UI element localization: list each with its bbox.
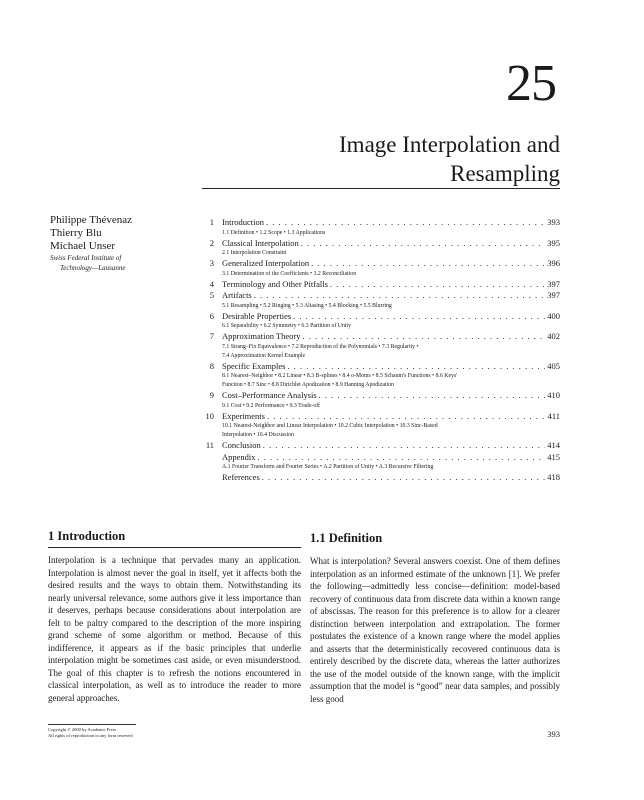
toc-subsections: 1.1 Definition • 1.2 Scope • 1.3 Applications — [222, 229, 326, 236]
toc-entry[interactable] — [202, 258, 560, 279]
chapter-title-line-2: Resampling — [450, 161, 560, 186]
toc-entry-number: 5 — [209, 290, 214, 300]
toc-subsections: Interpolation • 10.4 Discussion — [222, 432, 294, 438]
toc-leader-dots — [330, 279, 545, 291]
toc-entry-line — [222, 361, 560, 373]
toc-entry-line — [222, 390, 560, 402]
toc-leader-dots — [288, 361, 546, 373]
toc-entry-page: 410 — [547, 390, 560, 400]
toc-entry-page: 397 — [547, 278, 560, 289]
toc-entry-page: 400 — [547, 310, 560, 321]
toc-entry-page: 415 — [547, 451, 560, 462]
toc-entry-title: Desirable Properties — [222, 310, 292, 321]
toc-leader-dots — [319, 390, 546, 402]
toc-leader-dots — [258, 452, 546, 464]
toc-entry[interactable] — [202, 331, 560, 361]
toc-leader-dots — [302, 331, 545, 343]
toc-entry-title: Approximation Theory — [222, 331, 301, 341]
toc-entry-line — [222, 452, 560, 464]
title-rule — [202, 188, 560, 189]
subsection-heading: 1.1 Definition — [310, 531, 383, 545]
toc-entry-title: Conclusion — [222, 440, 261, 450]
toc-entry[interactable] — [202, 217, 560, 238]
toc-leader-dots — [266, 217, 545, 229]
toc-entry-title: Experiments — [222, 410, 265, 421]
toc-entry-number: 6 — [209, 310, 214, 321]
toc-subsections: 10.1 Nearest-Neighbor and Linear Interpolation • 10.2 Cubic Interpolation • 10.3 Sinc-Based — [222, 423, 438, 429]
toc-subsections: 8.1 Nearest–Neighbor • 8.2 Linear • 8.3 B-splines • 8.4 o-Moms • 8.5 Schaum's Functions • 8.6 Keys' — [222, 373, 458, 379]
toc-entry[interactable] — [202, 452, 560, 473]
author-name: Philippe Thévenaz — [50, 214, 132, 226]
author-affiliation: Technology—Lausanne — [60, 264, 126, 272]
toc-entry-title: Generalized Interpolation — [222, 258, 310, 268]
toc-subsections: 9.1 Cost • 9.2 Performance • 9.3 Trade-off — [222, 402, 320, 409]
copyright-notice — [48, 727, 133, 739]
toc-entry[interactable] — [202, 411, 560, 441]
toc-entry-line — [222, 217, 560, 229]
toc-subsections: 7.4 Approximation Kernel Example — [222, 352, 306, 359]
toc-entry-page: 397 — [547, 290, 560, 300]
section-definition — [310, 528, 560, 705]
section-heading: 1 Introduction — [48, 528, 301, 548]
subsection-body: What is interpolation? Several answers coexist. One of them defines interpolation as an informed estimate of the unknown [1]. We prefer the following—admittedly less concise—definition: model-based recovery of continuous data from discrete data within a known range of abscissas. The reason for this preference is to allow for a clearer distinction between interpolation and extrapolation. The former postulates the existence of a known range where the model applies and asserts that the deterministically recovered continuous data is entirely described by the discrete data, whereas the latter authorizes the use of the model outside of the known range, with the implicit assumption that the model is “good” near data samples, and possibly less good — [310, 556, 560, 704]
toc-subsections: A.1 Fourier Transform and Fourier Series • A.2 Partition of Unity • A.3 Recursive Filtering — [222, 464, 434, 470]
toc-entry-line — [222, 440, 560, 452]
toc-entry[interactable] — [202, 290, 560, 311]
toc-leader-dots — [267, 411, 546, 423]
toc-entry-title: Appendix — [222, 451, 256, 462]
author-name: Thierry Blu — [50, 227, 102, 239]
toc-entry-page: 396 — [547, 258, 560, 268]
toc-entry-title: Classical Interpolation — [222, 237, 299, 248]
toc-entry-line — [222, 279, 560, 291]
toc-leader-dots — [301, 238, 546, 250]
chapter-title — [200, 130, 560, 188]
toc-entry-title: Artifacts — [222, 290, 252, 300]
toc-entry[interactable] — [202, 361, 560, 391]
toc-entry-number: 9 — [209, 390, 214, 400]
toc-entry-line — [222, 238, 560, 250]
toc-entry[interactable] — [202, 390, 560, 411]
toc-entry[interactable] — [202, 311, 560, 332]
toc-entry-number: 1 — [209, 217, 214, 227]
toc-entry[interactable] — [202, 238, 560, 259]
toc-entry-line — [222, 411, 560, 423]
author-name: Michael Unser — [50, 240, 116, 252]
toc-entry-line — [222, 472, 560, 484]
toc-entry-page: 405 — [547, 360, 560, 371]
toc-entry-page: 414 — [547, 440, 560, 450]
toc-entry-number: 4 — [209, 278, 214, 289]
toc-leader-dots — [311, 258, 545, 270]
toc-entry-number: 11 — [205, 440, 214, 450]
page-number: 393 — [547, 729, 560, 739]
toc-entry[interactable] — [202, 472, 560, 484]
author-affiliation: Swiss Federal Institute of — [50, 254, 122, 262]
copyright-line: All rights of reproduction in any form reserved — [48, 733, 133, 738]
footer-rule — [48, 724, 136, 725]
toc-entry-page: 402 — [547, 331, 560, 341]
toc-leader-dots — [293, 311, 545, 323]
toc-leader-dots — [263, 440, 546, 452]
toc-entry-page: 418 — [547, 472, 560, 482]
copyright-line: Copyright © 2000 by Academic Press — [48, 727, 117, 732]
toc-entry-page: 393 — [547, 217, 560, 227]
toc-subsections: 6.1 Separability • 6.2 Symmetry • 6.3 Partition of Unity — [222, 323, 352, 329]
section-introduction — [48, 528, 301, 704]
author-block — [50, 214, 200, 273]
toc-subsections: 2.1 Interpolation Constraint — [222, 250, 287, 256]
toc-subsections: Function • 8.7 Sinc • 8.8 Dirichlet Apodization • 8.9 Hanning Apodization — [222, 382, 394, 388]
toc-subsections: 7.1 Strang–Fix Equivalence • 7.2 Reproduction of the Polynomials • 7.3 Regularity • — [222, 343, 419, 350]
toc-entry-line — [222, 311, 560, 323]
toc-entry-number: 7 — [209, 331, 214, 341]
chapter-number: 25 — [506, 55, 556, 112]
toc-entry[interactable] — [202, 440, 560, 452]
toc-entry-line — [222, 331, 560, 343]
toc-leader-dots — [254, 290, 546, 302]
toc-entry-page: 411 — [547, 410, 560, 421]
toc-entry-number: 8 — [209, 360, 214, 371]
chapter-title-line-1: Image Interpolation and — [339, 132, 560, 157]
toc-entry-number: 10 — [205, 410, 214, 421]
toc-entry-title: Cost–Performance Analysis — [222, 390, 317, 400]
toc-subsections: 5.1 Resampling • 5.2 Ringing • 5.3 Aliasing • 5.4 Blocking • 5.5 Blurring — [222, 302, 392, 309]
toc-entry-page: 395 — [547, 237, 560, 248]
toc-entry-line — [222, 290, 560, 302]
table-of-contents — [202, 217, 560, 484]
toc-entry-line — [222, 258, 560, 270]
toc-entry-title: Terminology and Other Pitfalls — [222, 278, 328, 289]
section-body: Interpolation is a technique that pervades many an application. Interpolation is almost never the goal in itself, yet it affects both the desired results and the ways to obtain them. Notwithstanding its nearly universal relevance, some authors give it less importance than it deserves, perhaps because considerations about interpolation are felt to be paltry compared to the description of the more inspiring grand scheme of some algorithm or method. Because of this indifference, it appears as if the basic principles that underlie interpolation might be sometimes cast aside, or even misunderstood. The goal of this chapter is to refresh the notions encountered in classical interpolation, as well as to introduce the reader to more general approaches. — [48, 555, 301, 703]
toc-entry-title: References — [222, 472, 260, 482]
toc-entry-number: 3 — [209, 258, 214, 268]
toc-entry-title: Introduction — [222, 217, 265, 227]
toc-entry-number: 2 — [209, 237, 214, 248]
toc-leader-dots — [262, 472, 545, 484]
toc-entry-title: Specific Examples — [222, 360, 286, 371]
toc-entry[interactable] — [202, 279, 560, 291]
toc-subsections: 3.1 Determination of the Coefficients • 3.2 Reconciliation — [222, 270, 357, 277]
